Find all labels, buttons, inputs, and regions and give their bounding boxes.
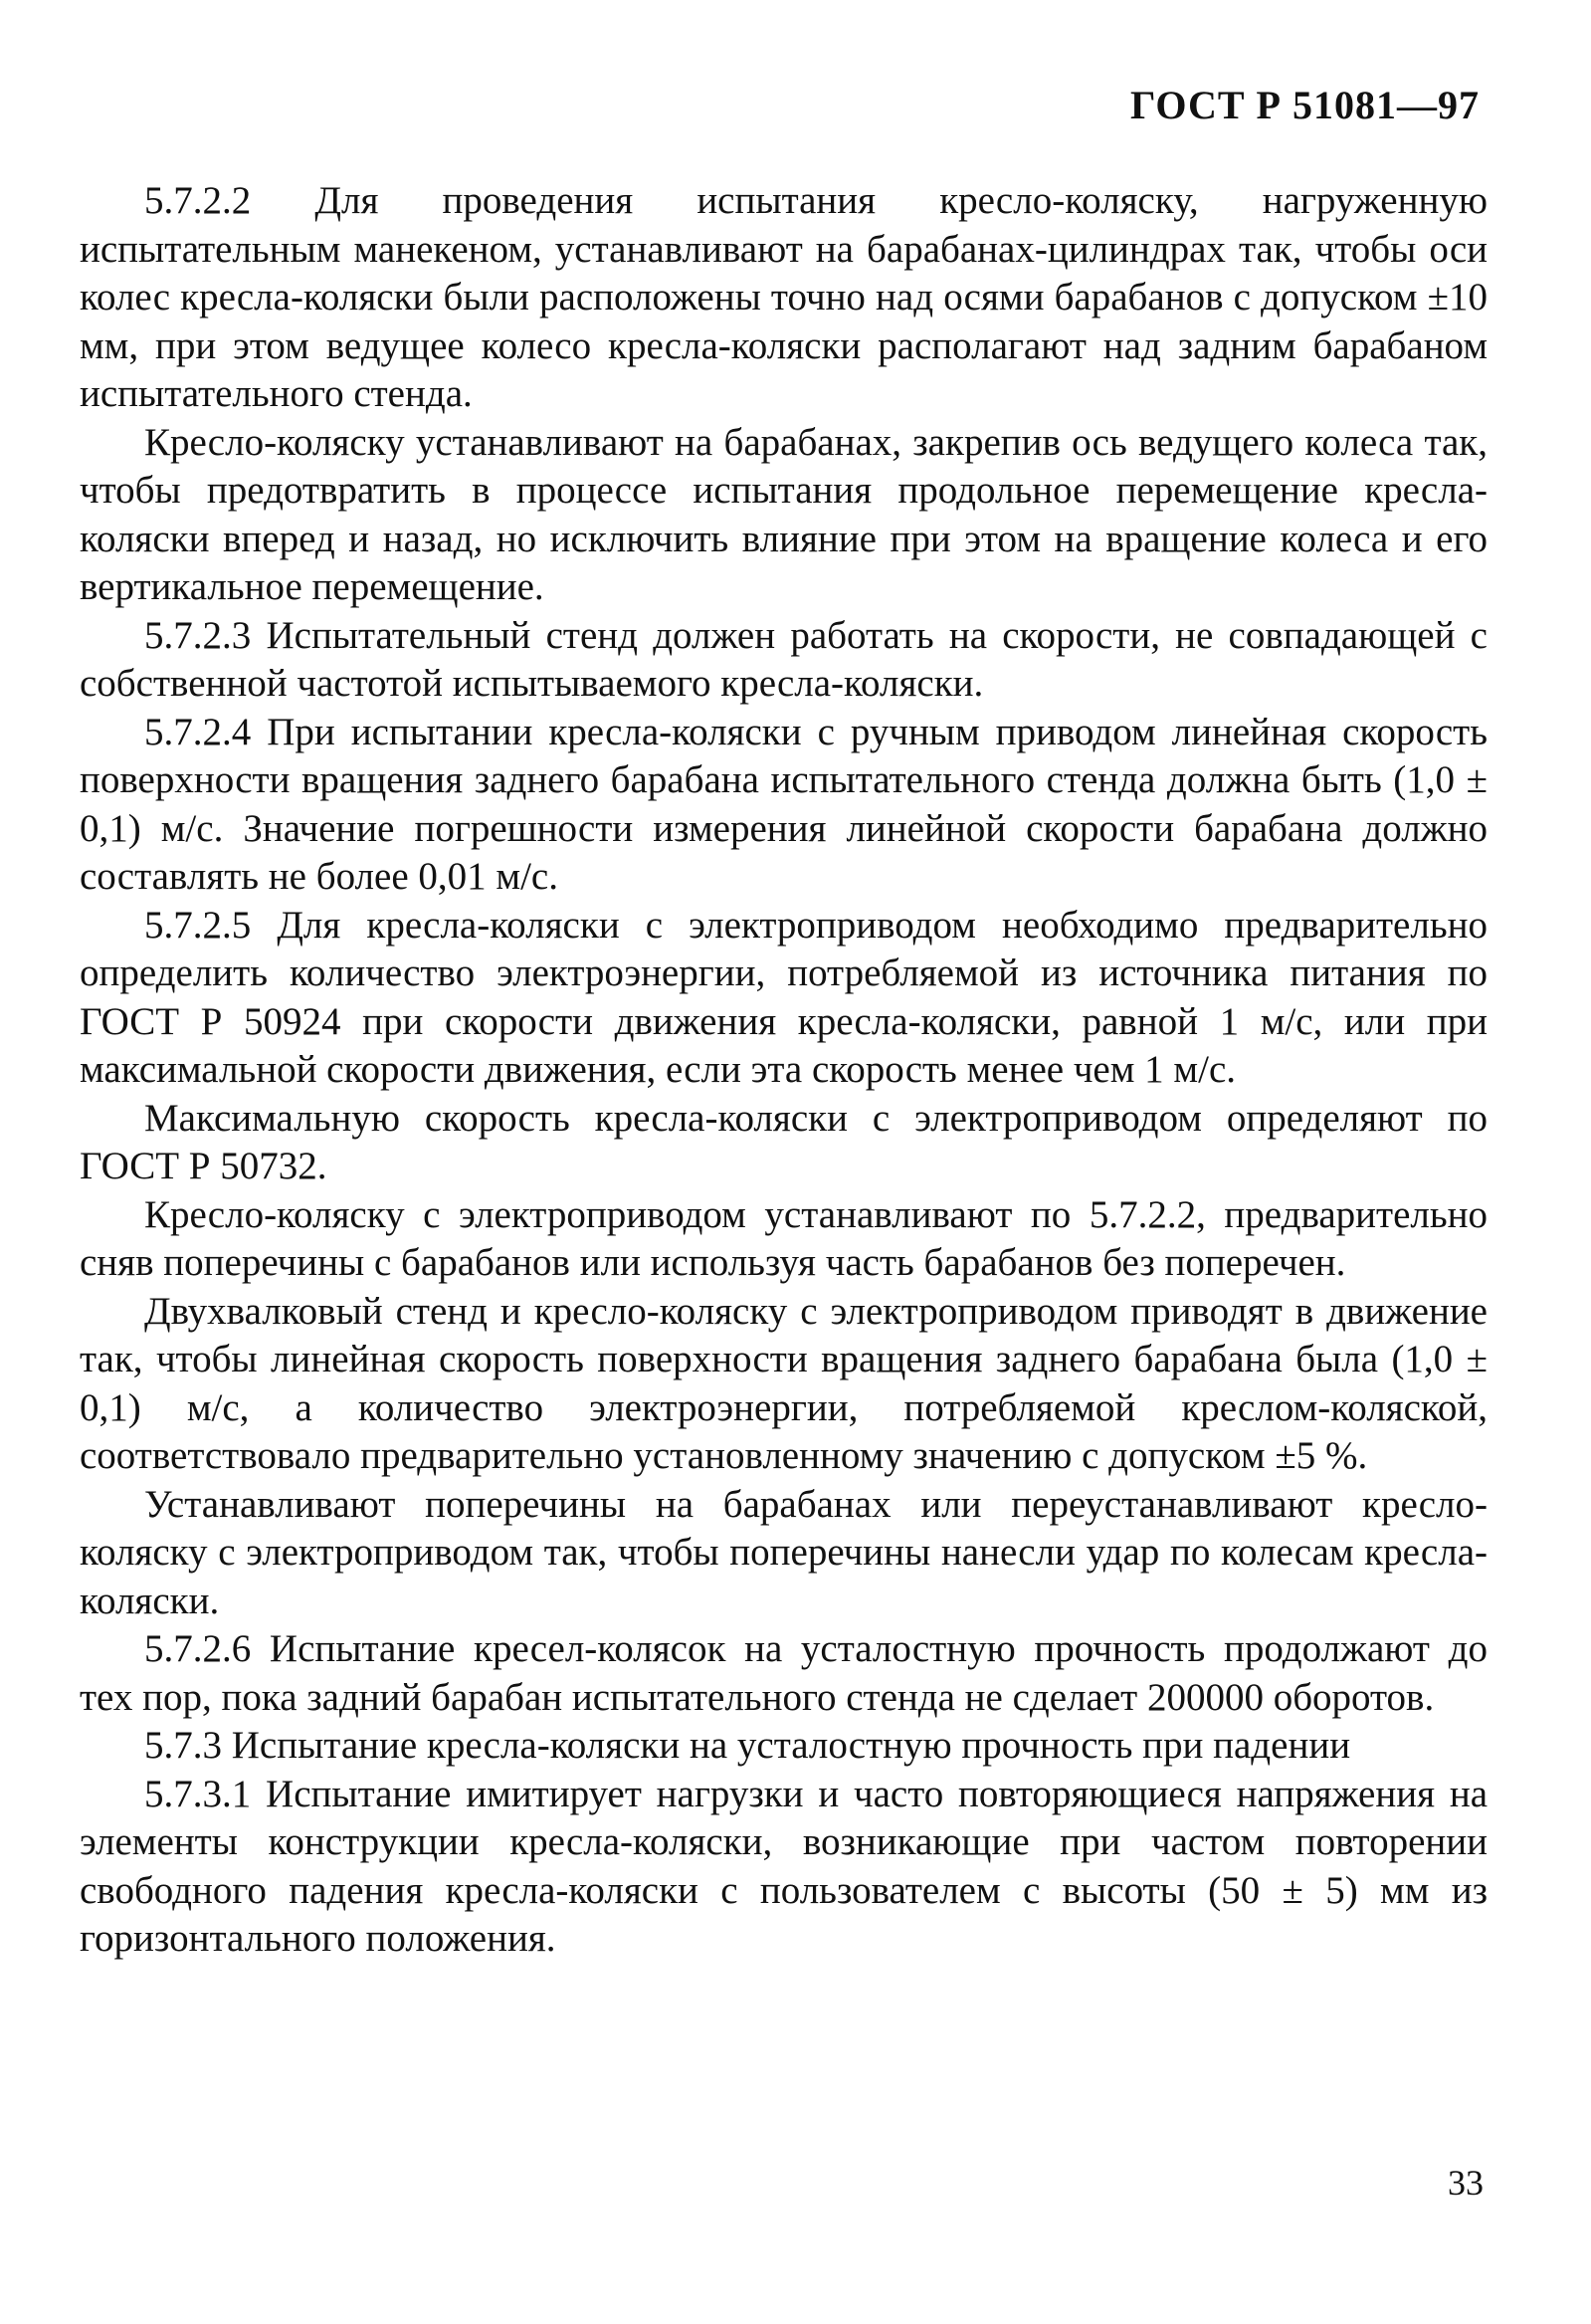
- paragraph-5-7-2-2: 5.7.2.2 Для проведения испытания кресло-коляску, нагруженную испытательным манекеном, устанавливают на барабанах-цилиндрах так, чтобы оси колес кресла-коляски были расположены точно над осями барабанов с допуском ±10 мм, при этом ведущее колесо кресла-коляски располагают над задним барабаном испытательного стенда.: [80, 179, 1488, 415]
- paragraph-5-7-2-4: 5.7.2.4 При испытании кресла-коляски с ручным приводом линейная скорость поверхности вращения заднего барабана испытательного стенда должна быть (1,0 ± 0,1) м/с. Значение погрешности измерения линейной скорости барабана должно составлять не более 0,01 м/с.: [80, 710, 1488, 898]
- page-number: 33: [1448, 2163, 1484, 2203]
- paragraph-max-speed: Максимальную скорость кресла-коляски с электроприводом определяют по ГОСТ Р 50732.: [80, 1096, 1488, 1187]
- paragraph-wheel-mounting: Кресло-коляску устанавливают на барабанах, закрепив ось ведущего колеса так, чтобы предотвратить в процессе испытания продольное перемещение кресла-коляски вперед и назад, но исключить влияние при этом на вращение колеса и его вертикальное перемещение.: [80, 420, 1488, 608]
- paragraph-5-7-2-5: 5.7.2.5 Для кресла-коляски с электроприводом необходимо предварительно определить количество электроэнергии, потребляемой из источника питания по ГОСТ Р 50924 при скорости движения кресла-коляски, равной 1 м/с, или при максимальной скорости движения, если эта скорость менее чем 1 м/с.: [80, 903, 1488, 1091]
- paragraph-crossbars: Устанавливают поперечины на барабанах или переустанавливают кресло-коляску с электроприводом так, чтобы поперечины нанесли удар по колесам кресла-коляски.: [80, 1482, 1488, 1622]
- paragraph-5-7-3-1: 5.7.3.1 Испытание имитирует нагрузки и часто повторяющиеся напряжения на элементы конструкции кресла-коляски, возникающие при частом повторении свободного падения кресла-коляски с пользователем с высоты (50 ± 5) мм из горизонтального положения.: [80, 1772, 1488, 1960]
- paragraph-5-7-2-3: 5.7.2.3 Испытательный стенд должен работать на скорости, не совпадающей с собственной частотой испытываемого кресла-коляски.: [80, 613, 1488, 705]
- document-header: ГОСТ Р 51081—97: [1129, 83, 1480, 127]
- paragraph-electric-mounting: Кресло-коляску с электроприводом устанавливают по 5.7.2.2, предварительно сняв поперечины с барабанов или используя часть барабанов без поперечен.: [80, 1192, 1488, 1284]
- paragraph-5-7-2-6: 5.7.2.6 Испытание кресел-колясок на усталостную прочность продолжают до тех пор, пока задний барабан испытательного стенда не сделает 200000 оборотов.: [80, 1627, 1488, 1719]
- section-heading-5-7-3: 5.7.3 Испытание кресла-коляски на усталостную прочность при падении: [144, 1724, 1351, 1767]
- document-body: [80, 177, 1488, 1964]
- paragraph-stand-motion: Двухвалковый стенд и кресло-коляску с электроприводом приводят в движение так, чтобы линейная скорость поверхности вращения заднего барабана была (1,0 ± 0,1) м/с, а количество электроэнергии, потребляемой креслом-коляской, соответствовало предварительно установленному значению с допуском ±5 %.: [80, 1289, 1488, 1477]
